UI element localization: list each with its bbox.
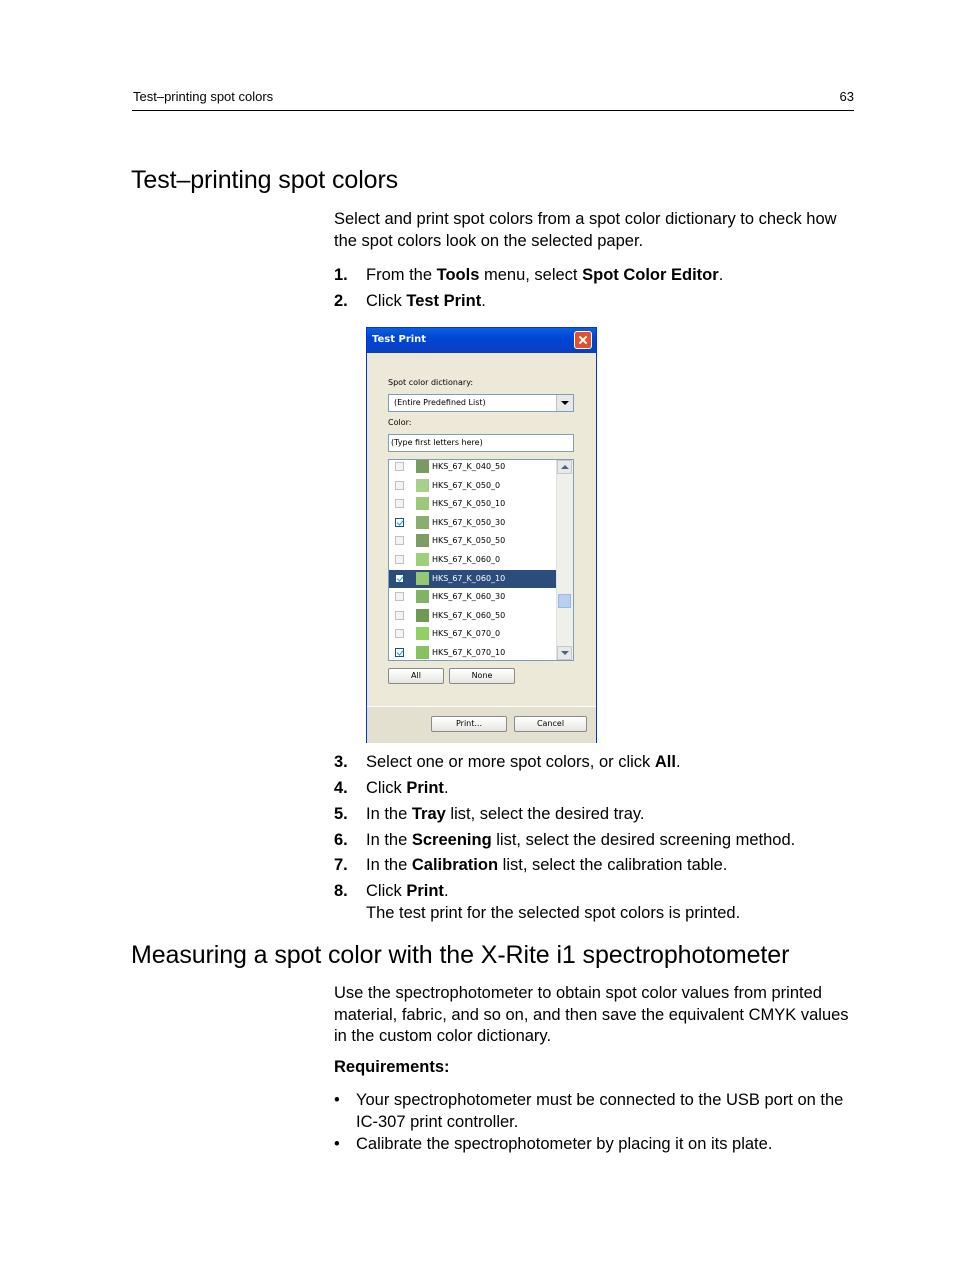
- color-name: HKS_67_K_060_10: [432, 573, 506, 583]
- section-intro: Select and print spot colors from a spot color dictionary to check how the spot colors look on the selected paper.: [334, 210, 837, 250]
- all-button[interactable]: All: [388, 668, 444, 684]
- color-swatch: [416, 479, 429, 492]
- checkbox-icon[interactable]: [395, 555, 404, 564]
- step-number: 6.: [334, 831, 348, 849]
- step-text: Click Test Print.: [366, 292, 486, 310]
- step-number: 3.: [334, 753, 348, 771]
- color-swatch: [416, 497, 429, 510]
- dictionary-dropdown[interactable]: [388, 394, 574, 412]
- list-item[interactable]: [389, 644, 558, 661]
- color-name: HKS_67_K_060_50: [432, 610, 506, 620]
- list-item[interactable]: [389, 570, 558, 588]
- step-text: Click Print.: [366, 779, 449, 797]
- step-number: 4.: [334, 779, 348, 797]
- color-name: HKS_67_K_070_0: [432, 629, 501, 639]
- bullet-icon: •: [334, 1091, 340, 1109]
- step-text: Select one or more spot colors, or click All.: [366, 753, 681, 771]
- list-item[interactable]: [389, 477, 558, 495]
- header-rule: [132, 110, 854, 111]
- list-item[interactable]: [389, 607, 558, 625]
- requirement-text: Calibrate the spectrophotometer by placing it on its plate.: [356, 1135, 773, 1153]
- step-number: 5.: [334, 805, 348, 823]
- checkbox-icon[interactable]: [395, 536, 404, 545]
- list-item[interactable]: [389, 514, 558, 532]
- color-swatch: [416, 572, 429, 585]
- color-search-input[interactable]: [389, 438, 571, 447]
- checkbox-icon[interactable]: [395, 481, 404, 490]
- test-print-dialog: [366, 327, 597, 743]
- color-swatch: [416, 627, 429, 640]
- scroll-down-icon[interactable]: [557, 646, 572, 660]
- chevron-down-icon[interactable]: [556, 395, 573, 411]
- step-number: 7.: [334, 856, 348, 874]
- scroll-up-icon[interactable]: [557, 460, 572, 474]
- list-scrollbar[interactable]: [556, 460, 573, 660]
- close-icon[interactable]: [574, 331, 592, 349]
- step-number: 8.: [334, 882, 348, 900]
- section2-intro: Use the spectrophotometer to obtain spot color values from printed material, fabric, and so on, and then save the equivalent CMYK values in the custom color dictionary.: [334, 984, 849, 1045]
- step-text: From the Tools menu, select Spot Color Editor.: [366, 266, 724, 284]
- color-swatch: [416, 534, 429, 547]
- dialog-title: Test Print: [372, 334, 427, 345]
- scroll-thumb[interactable]: [558, 594, 571, 608]
- requirement-text: Your spectrophotometer must be connected to the USB port on the IC-307 print controller.: [356, 1091, 844, 1131]
- list-item[interactable]: [389, 551, 558, 569]
- section-heading-measuring: Measuring a spot color with the X-Rite i1 spectrophotometer: [131, 941, 790, 969]
- step-number: 2.: [334, 292, 348, 310]
- step-text: In the Screening list, select the desired screening method.: [366, 831, 796, 849]
- color-name: HKS_67_K_040_50: [432, 462, 506, 471]
- checkbox-checked-icon[interactable]: [395, 518, 404, 527]
- color-name: HKS_67_K_050_30: [432, 517, 506, 527]
- color-swatch: [416, 590, 429, 603]
- checkbox-checked-icon[interactable]: [395, 648, 404, 657]
- color-swatch: [416, 516, 429, 529]
- dictionary-value: (Entire Predefined List): [394, 398, 486, 407]
- checkbox-icon[interactable]: [395, 611, 404, 620]
- color-swatch: [416, 609, 429, 622]
- color-name: HKS_67_K_050_50: [432, 536, 506, 546]
- section-heading-test-printing: Test–printing spot colors: [131, 166, 399, 194]
- color-swatch: [416, 460, 429, 473]
- step-text: In the Tray list, select the desired tray.: [366, 805, 645, 823]
- list-item[interactable]: [389, 625, 558, 643]
- color-search-field[interactable]: [388, 434, 574, 452]
- none-button[interactable]: None: [449, 668, 515, 684]
- color-swatch: [416, 553, 429, 566]
- step-result: The test print for the selected spot colors is printed.: [366, 904, 741, 922]
- bullet-icon: •: [334, 1135, 340, 1153]
- requirements-label: Requirements:: [334, 1058, 450, 1076]
- color-label: Color:: [388, 418, 412, 427]
- cancel-button[interactable]: Cancel: [514, 716, 587, 732]
- step-number: 1.: [334, 266, 348, 284]
- print-button[interactable]: Print...: [431, 716, 507, 732]
- checkbox-icon[interactable]: [395, 629, 404, 638]
- color-list[interactable]: [388, 459, 574, 661]
- checkbox-icon[interactable]: [395, 592, 404, 601]
- color-name: HKS_67_K_070_10: [432, 648, 506, 657]
- list-item[interactable]: [389, 459, 558, 476]
- step-text: Click Print.: [366, 882, 449, 900]
- step-text: In the Calibration list, select the calibration table.: [366, 856, 728, 874]
- color-name: HKS_67_K_060_0: [432, 555, 501, 564]
- dictionary-label: Spot color dictionary:: [388, 378, 474, 387]
- page-number: 63: [839, 89, 854, 104]
- running-header-title: Test–printing spot colors: [133, 89, 274, 104]
- checkbox-checked-icon[interactable]: [395, 574, 404, 583]
- checkbox-icon[interactable]: [395, 462, 404, 471]
- color-swatch: [416, 646, 429, 659]
- color-name: HKS_67_K_060_30: [432, 592, 506, 602]
- checkbox-icon[interactable]: [395, 499, 404, 508]
- list-item[interactable]: [389, 588, 558, 606]
- list-item[interactable]: [389, 495, 558, 513]
- color-name: HKS_67_K_050_10: [432, 499, 506, 509]
- color-name: HKS_67_K_050_0: [432, 480, 501, 490]
- list-item[interactable]: [389, 532, 558, 550]
- dialog-title-bar: [367, 328, 596, 353]
